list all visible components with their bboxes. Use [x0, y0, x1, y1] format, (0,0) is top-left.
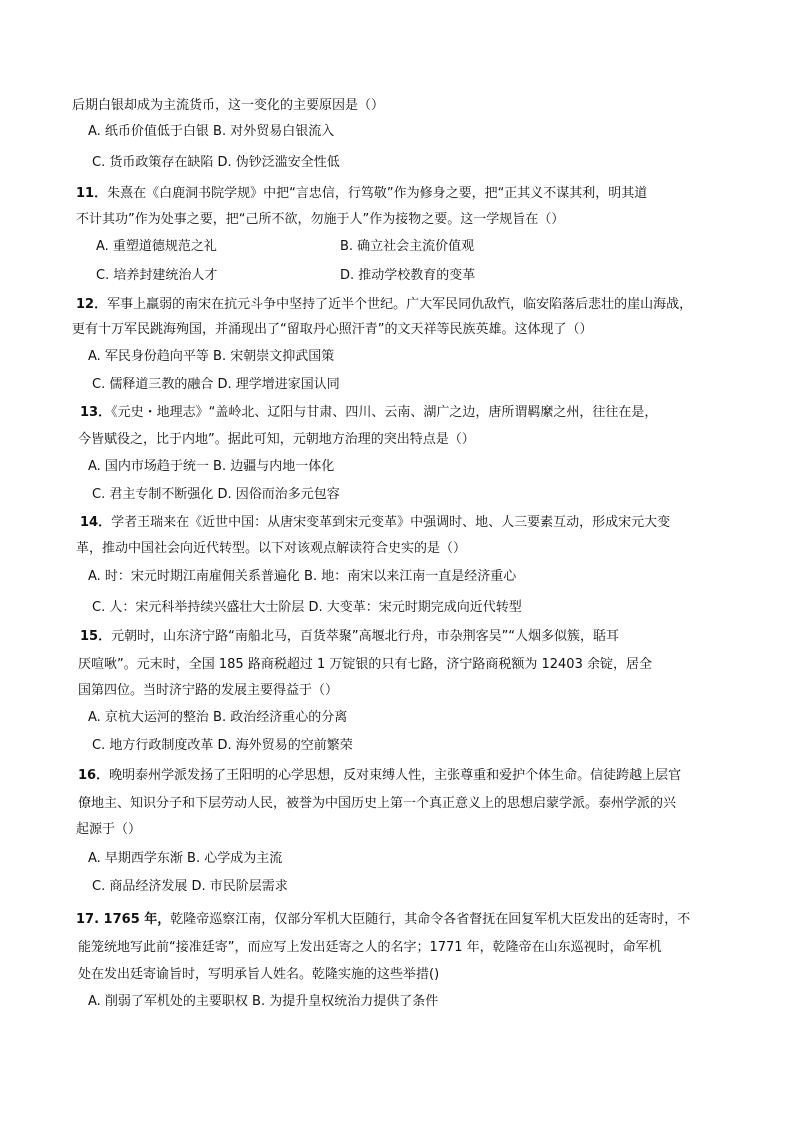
q15-options-cd: C. 地方行政制度改革 D. 海外贸易的空前繁荣: [92, 738, 353, 753]
q11-number: 11．: [76, 186, 108, 201]
q11-option-b: B. 确立社会主流价值观: [340, 239, 475, 254]
q16-stem-line2: 僚地主、知识分子和下层劳动人民，被誉为中国历史上第一个真正意义上的思想启蒙学派。泰州学派的兴: [78, 796, 677, 811]
q17-stem-line1: [76, 910, 690, 930]
q15-stem-line1: [80, 627, 619, 647]
q15-stem-line2: 厌喧啾”。元末时，全国 185 路商税超过 1 万锭银的只有七路，济宁路商税额为 12403 余锭，居全: [78, 657, 652, 672]
q15-number: 15．: [80, 629, 112, 644]
q12-stem-line2: 更有十万军民跳海殉国，并涌现出了“留取丹心照汗青”的文天祥等民族英雄。这体现了（）: [72, 322, 593, 337]
q13-number: 13．: [80, 405, 112, 420]
q14-stem-line2: 革，推动中国社会向近代转型。以下对该观点解读符合史实的是（）: [76, 541, 467, 556]
q17-stem-text1: 乾隆帝巡察江南，仅部分军机大臣随行，其命令各省督抚在回复军机大臣发出的廷寄时，不: [170, 912, 691, 927]
q16-stem-text1: 晚明泰州学派发扬了王阳明的心学思想，反对束缚人性，主张尊重和爱护个体生命。信徒跨越上层官: [109, 768, 682, 783]
q14-stem-text1: 学者王瑞来在《近世中国：从唐宋变革到宋元变革》中强调时、地、人三要素互动，形成宋元大变: [111, 515, 671, 530]
q13-stem-line2: 今皆赋役之，比于内地”。据此可知，元朝地方治理的突出特点是（）: [78, 432, 475, 447]
q13-options-cd: C. 君主专制不断强化 D. 因俗而治多元包容: [92, 487, 340, 502]
q12-stem-text1: 军事上羸弱的南宋在抗元斗争中坚持了近半个世纪。广大军民同仇敌忾，临安陷落后悲壮的崖山海战，: [107, 297, 693, 312]
q11-stem-line2: 不计其功”作为处事之要，把“己所不欲，勿施于人”作为接物之要。这一学规旨在（）: [76, 212, 565, 227]
q11-stem-line1: [76, 184, 647, 204]
q16-stem-line1: [78, 766, 681, 786]
q11-option-c: C. 培养封建统治人才: [96, 268, 218, 283]
q14-options-cd: C. 人：宋元科举持续兴盛壮大士阶层 D. 大变革：宋元时期完成向近代转型: [92, 600, 522, 615]
q12-options-cd: C. 儒释道三教的融合 D. 理学增进家国认同: [92, 377, 340, 392]
q10-options-cd: C. 货币政策存在缺陷 D. 伪钞泛滥安全性低: [92, 155, 340, 170]
q17-number: 17. 1765 年，: [76, 912, 171, 927]
q16-stem-line3: 起源于（）: [76, 822, 142, 837]
q13-stem-text1: 《元史・地理志》“盖岭北、辽阳与甘肃、四川、云南、湖广之边，唐所谓羁縻之州，往往在是，: [111, 405, 658, 420]
q11-option-a: A. 重塑道德规范之礼: [96, 239, 217, 254]
q13-stem-line1: [80, 403, 657, 423]
q10-options-ab: A. 纸币价值低于白银 B. 对外贸易白银流入: [88, 124, 335, 139]
q16-options-ab: A. 早期西学东渐 B. 心学成为主流: [88, 851, 283, 866]
q14-stem-line1: [80, 513, 670, 533]
q12-number: 12．: [76, 297, 108, 312]
q12-options-ab: A. 军民身份趋向平等 B. 宋朝崇文抑武国策: [88, 349, 335, 364]
q15-options-ab: A. 京杭大运河的整治 B. 政治经济重心的分离: [88, 710, 348, 725]
q17-options-ab: A. 削弱了军机处的主要职权 B. 为提升皇权统治力提供了条件: [88, 994, 439, 1009]
q14-options-ab: A. 时：宋元时期江南雇佣关系普遍化 B. 地：南宋以来江南一直是经济重心: [88, 569, 517, 584]
q10-stem-tail: 后期白银却成为主流货币，这一变化的主要原因是（）: [72, 98, 385, 113]
q11-stem-text1: 朱熹在《白鹿洞书院学规》中把“言忠信，行笃敬”作为修身之要，把“正其义不谋其利，明其道: [107, 186, 648, 201]
q12-stem-line1: [76, 295, 692, 315]
q17-stem-line3: 处在发出廷寄谕旨时，写明承旨人姓名。乾隆实施的这些举措(): [78, 967, 440, 982]
q13-options-ab: A. 国内市场趋于统一 B. 边疆与内地一体化: [88, 459, 335, 474]
q16-options-cd: C. 商品经济发展 D. 市民阶层需求: [92, 879, 288, 894]
q14-number: 14．: [80, 515, 112, 530]
q16-number: 16．: [78, 768, 110, 783]
q11-option-d: D. 推动学校教育的变革: [340, 268, 476, 283]
q15-stem-text1: 元朝时，山东济宁路“南船北马，百货萃聚”高堰北行舟，市杂荆客吴”“人烟多似簇，聒耳: [111, 629, 620, 644]
q17-stem-line2: 能笼统地写此前“接准廷寄”，而应写上发出廷寄之人的名字；1771 年，乾隆帝在山东巡视时，命军机: [78, 940, 662, 955]
q15-stem-line3: 国第四位。当时济宁路的发展主要得益于（）: [78, 683, 339, 698]
